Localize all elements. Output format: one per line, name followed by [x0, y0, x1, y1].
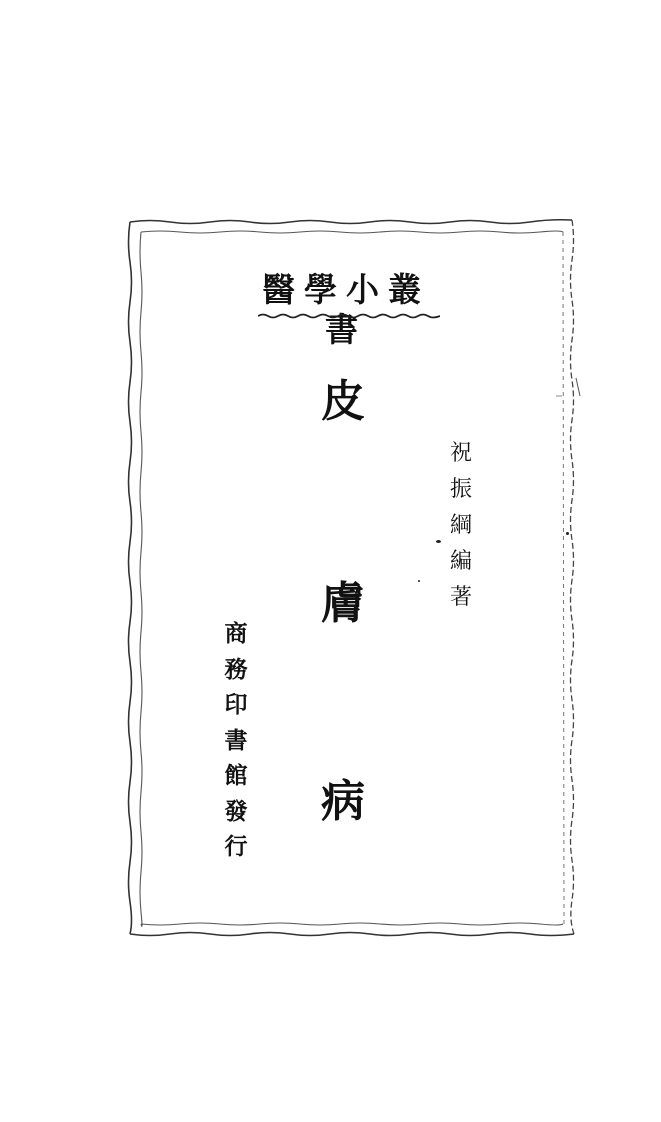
- ink-speck: [566, 532, 569, 535]
- author-char: 著: [449, 585, 472, 610]
- book-title-char-3: 病: [321, 776, 365, 827]
- publisher-char: 書: [224, 726, 248, 754]
- publisher-char: 商: [224, 620, 248, 647]
- book-title-char-2: 膚: [321, 578, 365, 629]
- publisher-char: 發: [224, 797, 248, 825]
- publisher-char: 印: [224, 691, 248, 718]
- publisher-char: 館: [224, 762, 248, 789]
- author-char: 振: [449, 477, 472, 502]
- ink-speck: [436, 540, 441, 543]
- series-title-text: 醫學小叢書: [262, 270, 430, 349]
- author-char: 編: [449, 549, 472, 574]
- author-credit: [444, 436, 478, 616]
- author-char: 祝: [449, 441, 472, 466]
- book-title-char-1: 皮: [321, 376, 365, 427]
- publisher-char: 行: [224, 833, 248, 860]
- publisher-imprint: [218, 616, 254, 865]
- author-char: 綱: [449, 513, 472, 538]
- ink-speck: [418, 580, 420, 582]
- series-title-underline: [258, 312, 440, 320]
- publisher-char: 務: [224, 655, 248, 683]
